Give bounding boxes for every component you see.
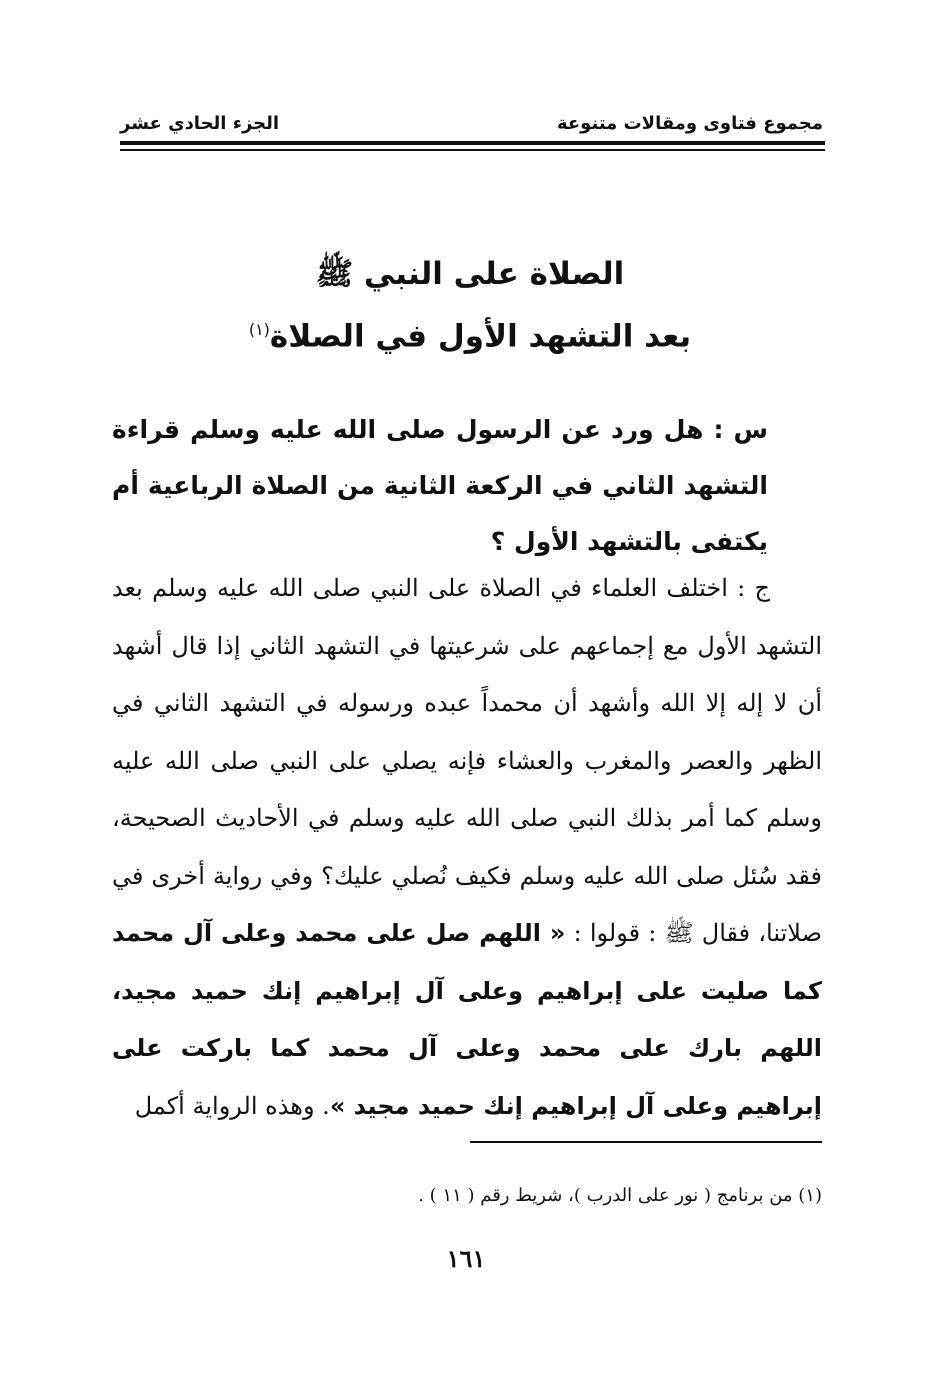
running-header bbox=[120, 108, 823, 134]
title-line-2-text: بعد التشهد الأول في الصلاة bbox=[269, 318, 692, 355]
prayer-quote: « اللهم صل على محمد وعلى آل محمد كما صليت على إبراهيم وعلى آل إبراهيم إنك حميد مجيد، اللهم بارك على محمد وعلى آل محمد كما باركت على إبراهيم وعلى آل إبراهيم إنك حميد مجيد » bbox=[112, 919, 822, 1120]
answer-intro: ج : اختلف العلماء في الصلاة على النبي صلى الله عليه وسلم بعد التشهد الأول مع إجماعهم على شرعيتها في التشهد الثاني إذا قال أشهد أن لا إله إلا الله وأشهد أن محمداً عبده ورسوله في التشهد الثاني في الظهر والعصر والمغرب والعشاء فإنه يصلي على النبي صلى الله عليه وسلم كما أمر بذلك النبي صلى الله عليه وسلم في الأحاديث الصحيحة، فقد سُئل صلى الله عليه وسلم فكيف نُصلي عليك؟ وفي رواية أخرى في صلاتنا، فقال ﷺ : قولوا : bbox=[112, 574, 822, 947]
header-rule-thick bbox=[120, 141, 825, 145]
title-footnote-marker: (١) bbox=[248, 320, 270, 339]
title-line-1: الصلاة على النبي ﷺ bbox=[315, 256, 625, 292]
title-line-2 bbox=[150, 302, 790, 364]
answer-paragraph bbox=[112, 560, 822, 1135]
page-number: ١٦١ bbox=[446, 1244, 486, 1273]
header-rule-thin bbox=[120, 149, 825, 151]
footnote: (١) من برنامج ( نور على الدرب )، شريط رقم ( ١١ ) . bbox=[418, 1185, 822, 1206]
question-paragraph: س : هل ورد عن الرسول صلى الله عليه وسلم قراءة التشهد الثاني في الركعة الثانية من الصلاة الرباعية أم يكتفى بالتشهد الأول ؟ bbox=[112, 415, 768, 556]
header-volume: الجزء الحادي عشر bbox=[120, 113, 280, 134]
section-title bbox=[150, 246, 790, 364]
answer-ending: . وهذه الرواية أكمل bbox=[134, 1091, 330, 1120]
header-book-title: مجموع فتاوى ومقالات متنوعة bbox=[556, 113, 823, 134]
footnote-separator bbox=[470, 1141, 822, 1143]
